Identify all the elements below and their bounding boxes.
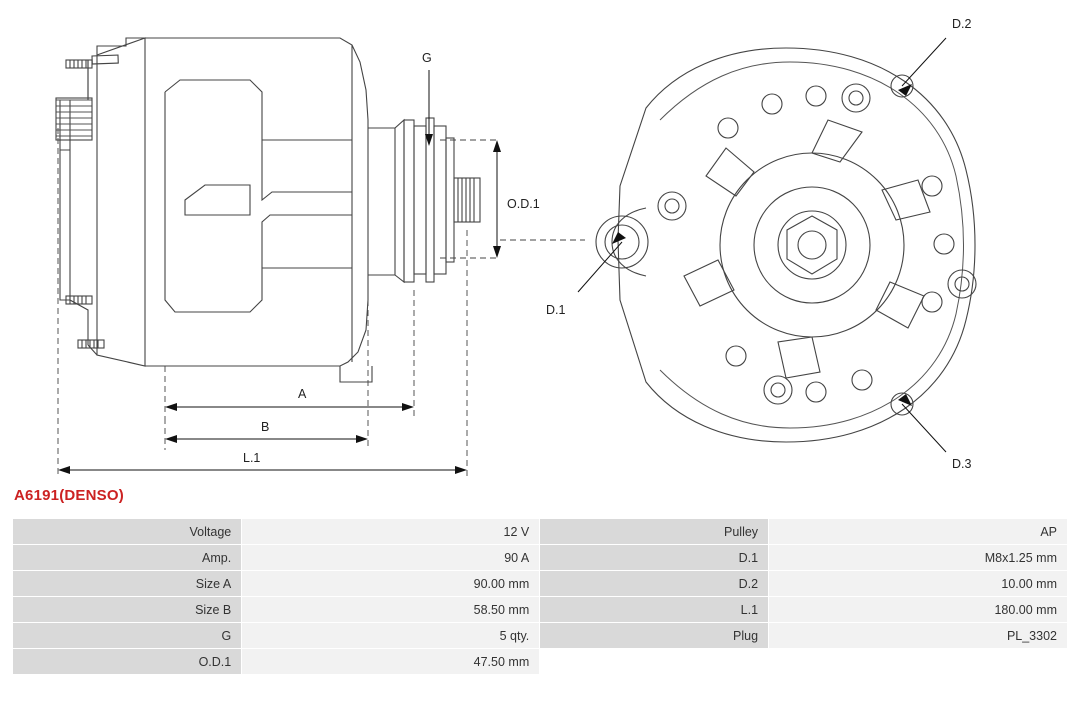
spec-label: Size A bbox=[13, 571, 242, 597]
label-d2: D.2 bbox=[952, 17, 972, 31]
table-row bbox=[13, 649, 1068, 675]
table-row bbox=[13, 597, 1068, 623]
spec-label: D.2 bbox=[540, 571, 769, 597]
spec-label: Pulley bbox=[540, 519, 769, 545]
side-view bbox=[56, 38, 585, 478]
label-g: G bbox=[422, 51, 432, 65]
label-b: B bbox=[261, 420, 270, 434]
front-view bbox=[546, 17, 976, 471]
label-d1: D.1 bbox=[546, 303, 566, 317]
spec-empty-cell bbox=[769, 649, 1068, 675]
spec-label: L.1 bbox=[540, 597, 769, 623]
spec-label: Voltage bbox=[13, 519, 242, 545]
label-a: A bbox=[298, 387, 307, 401]
leader-d1 bbox=[546, 232, 626, 317]
spec-value: 5 qty. bbox=[242, 623, 540, 649]
spec-value: 47.50 mm bbox=[242, 649, 540, 675]
label-od1: O.D.1 bbox=[507, 197, 540, 211]
spec-value: AP bbox=[769, 519, 1068, 545]
table-row bbox=[13, 545, 1068, 571]
spec-value: 90.00 mm bbox=[242, 571, 540, 597]
spec-label: O.D.1 bbox=[13, 649, 242, 675]
table-row bbox=[13, 571, 1068, 597]
dim-b bbox=[165, 300, 368, 450]
page-title: A6191(DENSO) bbox=[14, 487, 124, 504]
spec-value: 10.00 mm bbox=[769, 571, 1068, 597]
spec-value: 180.00 mm bbox=[769, 597, 1068, 623]
spec-value: PL_3302 bbox=[769, 623, 1068, 649]
table-row bbox=[13, 519, 1068, 545]
spec-label: Amp. bbox=[13, 545, 242, 571]
spec-label: G bbox=[13, 623, 242, 649]
table-row bbox=[13, 623, 1068, 649]
spec-value: 12 V bbox=[242, 519, 540, 545]
dim-a bbox=[165, 290, 414, 418]
spec-label: D.1 bbox=[540, 545, 769, 571]
leader-g bbox=[422, 51, 433, 146]
spec-value: 58.50 mm bbox=[242, 597, 540, 623]
spec-value: 90 A bbox=[242, 545, 540, 571]
label-l1: L.1 bbox=[243, 451, 261, 465]
spec-label: Plug bbox=[540, 623, 769, 649]
spec-empty-cell bbox=[540, 649, 769, 675]
spec-value: M8x1.25 mm bbox=[769, 545, 1068, 571]
label-d3: D.3 bbox=[952, 457, 972, 471]
specifications-table bbox=[12, 518, 1068, 675]
spec-label: Size B bbox=[13, 597, 242, 623]
